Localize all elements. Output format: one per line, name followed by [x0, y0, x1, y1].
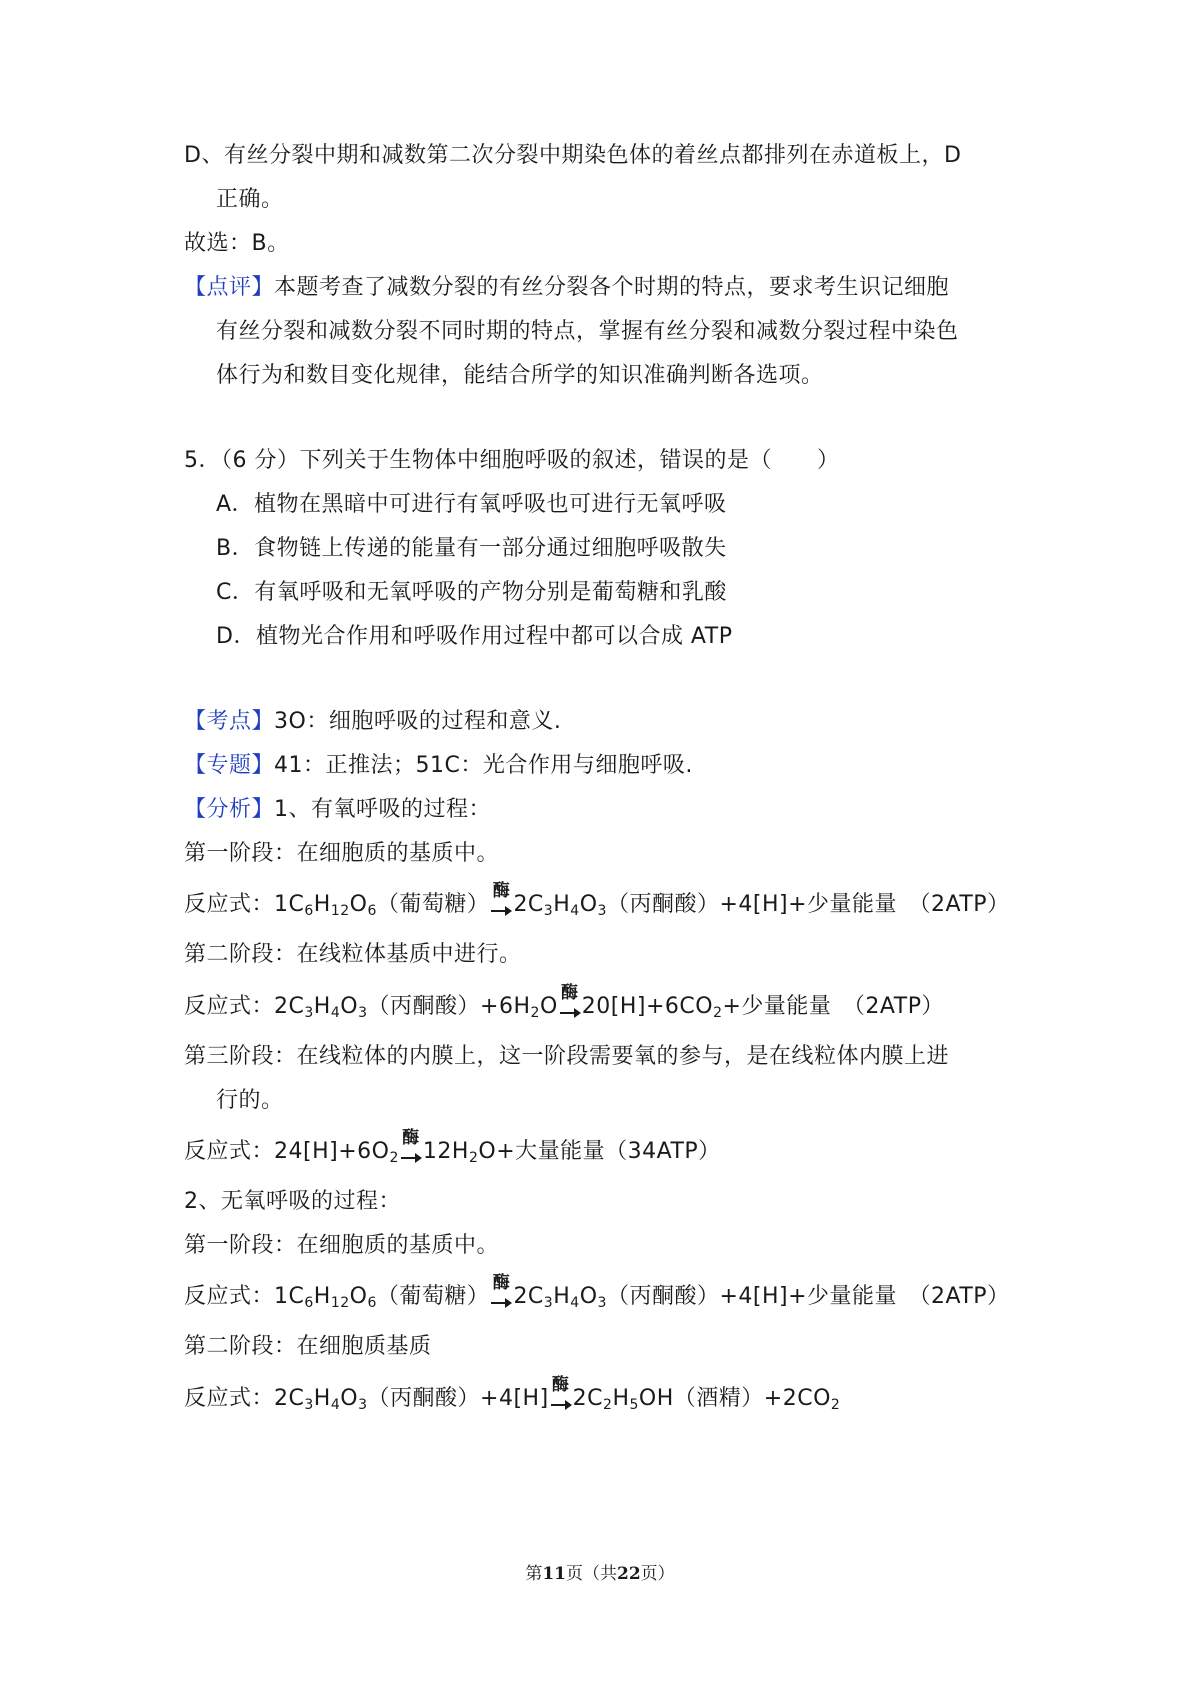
- question-option-b: B．食物链上传递的能量有一部分通过细胞呼吸散失: [216, 536, 727, 561]
- comment-line1: [184, 273, 949, 303]
- comment-text: 本题考查了减数分裂的有丝分裂各个时期的特点，要求考生识记细胞: [274, 275, 950, 300]
- comment-line3: 体行为和数目变化规律，能结合所学的知识准确判断各选项。: [216, 363, 824, 388]
- anaerobic-reaction1: 反应式：$1C_6H_{12}O_6$（葡萄糖） 酶 $2C_3H_4O_3$（丙酮酸）+4[H]+少量能量 （2ATP）: [184, 1273, 1010, 1311]
- question-option-a: A．植物在黑暗中可进行有氧呼吸也可进行无氧呼吸: [216, 492, 727, 517]
- aerobic-stage3-line1: 第三阶段：在线粒体的内膜上，这一阶段需要氧的参与，是在线粒体内膜上进: [184, 1044, 950, 1069]
- total-pages: 22: [617, 1564, 641, 1584]
- kaodian-tag: 【考点】: [184, 709, 275, 734]
- anaerobic-stage1: 第一阶段：在细胞质的基质中。: [184, 1233, 500, 1258]
- question-option-c: C．有氧呼吸和无氧呼吸的产物分别是葡萄糖和乳酸: [216, 580, 727, 605]
- question-stem: 5．（6 分）下列关于生物体中细胞呼吸的叙述，错误的是（ ）: [184, 448, 840, 473]
- aerobic-stage1: 第一阶段：在细胞质的基质中。: [184, 841, 500, 866]
- fenxi-text: 1、有氧呼吸的过程：: [274, 797, 492, 822]
- zhuanti-line: [184, 751, 693, 781]
- fenxi-tag: 【分析】: [184, 797, 275, 822]
- comment-line2: 有丝分裂和减数分裂不同时期的特点，掌握有丝分裂和减数分裂过程中染色: [216, 319, 959, 344]
- aerobic-reaction1: 反应式：$1C_6H_{12}O_6$（葡萄糖） 酶 $2C_3H_4O_3$（丙酮酸）+4[H]+少量能量 （2ATP）: [184, 881, 1010, 919]
- aerobic-reaction3: 反应式：$24[H]+6O_2$ 酶 $12H_2O+$大量能量（34ATP）: [184, 1128, 721, 1166]
- option-d-explanation-line1: D、有丝分裂中期和减数第二次分裂中期染色体的着丝点都排列在赤道板上，D: [184, 143, 962, 168]
- fenxi-line: [184, 795, 491, 825]
- comment-tag: 【点评】: [184, 275, 275, 300]
- aerobic-stage3-line2: 行的。: [216, 1088, 284, 1113]
- aerobic-stage2: 第二阶段：在线粒体基质中进行。: [184, 942, 522, 967]
- enzyme-arrow-icon: 酶: [490, 1282, 512, 1312]
- question-option-d: D．植物光合作用和呼吸作用过程中都可以合成 ATP: [216, 624, 733, 649]
- anaerobic-title: 2、无氧呼吸的过程：: [184, 1189, 401, 1214]
- kaodian-line: [184, 707, 561, 737]
- anaerobic-stage2: 第二阶段：在细胞质基质: [184, 1334, 432, 1359]
- anaerobic-reaction2: 反应式：$2C_3H_4O_3$（丙酮酸）+4[H] 酶 $2C_2H_5OH$（酒精）$+2CO_2$: [184, 1375, 841, 1413]
- page-footer: 第11页（共22页）: [525, 1564, 675, 1584]
- aerobic-reaction2: 反应式：$2C_3H_4O_3$（丙酮酸）$+6H_2O$ 酶 $20[H]+6CO_2+$少量能量 （2ATP）: [184, 983, 944, 1021]
- enzyme-arrow-icon: 酶: [559, 992, 581, 1022]
- enzyme-arrow-icon: 酶: [400, 1137, 422, 1167]
- zhuanti-tag: 【专题】: [184, 753, 275, 778]
- page-number: 11: [542, 1564, 566, 1584]
- enzyme-arrow-icon: 酶: [550, 1384, 572, 1414]
- enzyme-arrow-icon: 酶: [490, 890, 512, 920]
- zhuanti-text: 41：正推法；51C：光合作用与细胞呼吸.: [274, 753, 693, 778]
- kaodian-text: 3O：细胞呼吸的过程和意义.: [274, 709, 562, 734]
- answer-line: 故选：B。: [184, 231, 290, 256]
- option-d-explanation-line2: 正确。: [216, 187, 284, 212]
